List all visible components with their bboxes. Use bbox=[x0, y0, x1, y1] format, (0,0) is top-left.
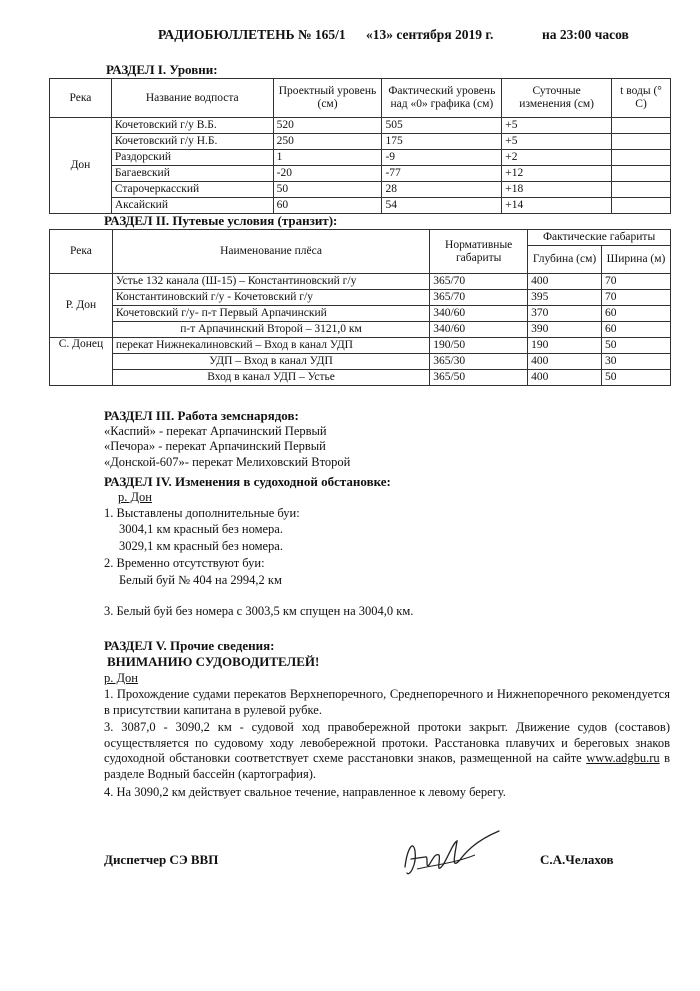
norm-cell: 365/30 bbox=[430, 354, 528, 370]
river-cell: Дон bbox=[50, 118, 112, 214]
section4-item2-line: Белый буй № 404 на 2994,2 км bbox=[119, 573, 282, 587]
reach-cell: Устье 132 канала (Ш-15) – Константиновский г/у bbox=[112, 274, 429, 290]
reach-cell: п-т Арпачинский Второй – 3121,0 км bbox=[112, 322, 429, 338]
table-row bbox=[50, 322, 671, 338]
dispatcher-name: С.А.Челахов bbox=[540, 852, 614, 867]
post-cell: Раздорский bbox=[111, 150, 273, 166]
temp-cell bbox=[612, 182, 671, 198]
table-row bbox=[50, 306, 671, 322]
section4-item2: 2. Временно отсутствуют буи: bbox=[104, 556, 265, 570]
table-row bbox=[50, 198, 671, 214]
signature bbox=[395, 825, 505, 885]
width-cell: 70 bbox=[602, 274, 671, 290]
reach-cell: Кочетовский г/у- п-т Первый Арпачинский bbox=[112, 306, 429, 322]
dredger-line: «Донской-607»- перекат Мелиховский Второй bbox=[104, 454, 351, 469]
change-cell: +12 bbox=[502, 166, 612, 182]
bulletin-time: на 23:00 часов bbox=[542, 27, 629, 42]
table-row bbox=[50, 150, 671, 166]
post-cell: Кочетовский г/у В.Б. bbox=[111, 118, 273, 134]
table-row bbox=[50, 338, 671, 354]
section5-river: р. Дон bbox=[104, 671, 138, 685]
norm-cell: 340/60 bbox=[430, 306, 528, 322]
section4-river: р. Дон bbox=[118, 490, 152, 504]
reach-cell: Вход в канал УДП – Устье bbox=[112, 370, 429, 386]
dredger-line: «Каспий» - перекат Арпачинский Первый bbox=[104, 423, 327, 438]
col-reach: Наименование плёса bbox=[112, 230, 429, 274]
width-cell: 50 bbox=[602, 370, 671, 386]
design-cell: 1 bbox=[273, 150, 382, 166]
section1-heading: РАЗДЕЛ I. Уровни: bbox=[106, 62, 218, 77]
section4-item1-line: 3004,1 км красный без номера. bbox=[119, 522, 283, 536]
actual-cell: -77 bbox=[382, 166, 502, 182]
river-cell: Р. Дон bbox=[50, 274, 113, 338]
table-row bbox=[50, 134, 671, 150]
col-actual-dimensions: Фактические габариты bbox=[528, 230, 671, 246]
section2-heading: РАЗДЕЛ II. Путевые условия (транзит): bbox=[104, 213, 338, 228]
depth-cell: 390 bbox=[528, 322, 602, 338]
bulletin-date: «13» сентября 2019 г. bbox=[366, 27, 494, 42]
change-cell: +5 bbox=[502, 134, 612, 150]
section5-heading: РАЗДЕЛ V. Прочие сведения: bbox=[104, 638, 275, 653]
section4-item3: 3. Белый буй без номера с 3003,5 км спущен на 3004,0 км. bbox=[104, 604, 414, 618]
section5-item3-text: 3. 3087,0 - 3090,2 км - судовой ход правобережной протоки закрыт. Движение судов (составов) осуществляется по судовому ходу левобережной протоки. Расстановка плавучих и береговых знаков судоходной обстановки соответствует схеме расстановки знаков, размещенной на сайте bbox=[104, 720, 670, 765]
depth-cell: 400 bbox=[528, 354, 602, 370]
change-cell: +14 bbox=[502, 198, 612, 214]
col-normative: Нормативные габариты bbox=[430, 230, 528, 274]
depth-cell: 370 bbox=[528, 306, 602, 322]
col-post: Название водпоста bbox=[111, 79, 273, 118]
depth-cell: 400 bbox=[528, 370, 602, 386]
design-cell: 60 bbox=[273, 198, 382, 214]
norm-cell: 365/70 bbox=[430, 274, 528, 290]
width-cell: 60 bbox=[602, 306, 671, 322]
change-cell: +5 bbox=[502, 118, 612, 134]
section5-item3 bbox=[104, 720, 670, 782]
temp-cell bbox=[612, 118, 671, 134]
table-row bbox=[50, 274, 671, 290]
temp-cell bbox=[612, 166, 671, 182]
bulletin-title: РАДИОБЮЛЛЕТЕНЬ № 165/1 bbox=[158, 27, 346, 42]
col-river: Река bbox=[50, 230, 113, 274]
section5-item3-tail: в разделе Водный бассейн (картография). bbox=[104, 751, 671, 781]
dispatcher-position: Диспетчер СЭ ВВП bbox=[104, 852, 219, 867]
river-cell: С. Донец bbox=[50, 338, 113, 386]
section5-item1: 1. Прохождение судами перекатов Верхнепоречного, Среднепоречного и Нижнепоречного рекомендуется в присутствии капитана в рулевой рубке. bbox=[104, 687, 670, 717]
design-cell: 520 bbox=[273, 118, 382, 134]
section4-item1: 1. Выставлены дополнительные буи: bbox=[104, 506, 300, 520]
width-cell: 70 bbox=[602, 290, 671, 306]
section3-heading: РАЗДЕЛ III. Работа земснарядов: bbox=[104, 408, 299, 423]
levels-table bbox=[49, 78, 671, 214]
col-actual-level: Фактический уровень над «0» графика (см) bbox=[382, 79, 502, 118]
norm-cell: 190/50 bbox=[430, 338, 528, 354]
norm-cell: 340/60 bbox=[430, 322, 528, 338]
table-row bbox=[50, 166, 671, 182]
norm-cell: 365/70 bbox=[430, 290, 528, 306]
section4-heading: РАЗДЕЛ IV. Изменения в судоходной обстановке: bbox=[104, 474, 391, 489]
col-daily-change: Суточные изменения (см) bbox=[502, 79, 612, 118]
design-cell: -20 bbox=[273, 166, 382, 182]
temp-cell bbox=[612, 198, 671, 214]
route-header-row bbox=[50, 230, 671, 246]
temp-cell bbox=[612, 134, 671, 150]
table-row bbox=[50, 370, 671, 386]
section3 bbox=[104, 408, 664, 470]
design-cell: 250 bbox=[273, 134, 382, 150]
width-cell: 60 bbox=[602, 322, 671, 338]
depth-cell: 190 bbox=[528, 338, 602, 354]
table-row bbox=[50, 118, 671, 134]
section5-item4: 4. На 3090,2 км действует свальное течение, направленное к левому берегу. bbox=[104, 785, 506, 799]
width-cell: 50 bbox=[602, 338, 671, 354]
levels-header-row bbox=[50, 79, 671, 118]
attention-heading: ВНИМАНИЮ СУДОВОДИТЕЛЕЙ! bbox=[107, 654, 320, 669]
col-river: Река bbox=[50, 79, 112, 118]
reach-cell: перекат Нижнекалиновский – Вход в канал УДП bbox=[112, 338, 429, 354]
post-cell: Багаевский bbox=[111, 166, 273, 182]
actual-cell: 28 bbox=[382, 182, 502, 198]
depth-cell: 395 bbox=[528, 290, 602, 306]
actual-cell: 175 bbox=[382, 134, 502, 150]
design-cell: 50 bbox=[273, 182, 382, 198]
website-link[interactable]: www.adgbu.ru bbox=[586, 751, 660, 765]
post-cell: Старочеркасский bbox=[111, 182, 273, 198]
dredger-line: «Печора» - перекат Арпачинский Первый bbox=[104, 439, 326, 453]
change-cell: +18 bbox=[502, 182, 612, 198]
reach-cell: УДП – Вход в канал УДП bbox=[112, 354, 429, 370]
table-row bbox=[50, 354, 671, 370]
col-design-level: Проектный уровень (см) bbox=[273, 79, 382, 118]
temp-cell bbox=[612, 150, 671, 166]
col-width: Ширина (м) bbox=[602, 246, 671, 274]
depth-cell: 400 bbox=[528, 274, 602, 290]
actual-cell: -9 bbox=[382, 150, 502, 166]
change-cell: +2 bbox=[502, 150, 612, 166]
actual-cell: 54 bbox=[382, 198, 502, 214]
table-row bbox=[50, 290, 671, 306]
post-cell: Кочетовский г/у Н.Б. bbox=[111, 134, 273, 150]
col-water-temp: t воды (° С) bbox=[612, 79, 671, 118]
reach-cell: Константиновский г/у - Кочетовский г/у bbox=[112, 290, 429, 306]
section4-item1-line: 3029,1 км красный без номера. bbox=[119, 539, 283, 553]
col-depth: Глубина (см) bbox=[528, 246, 602, 274]
table-row bbox=[50, 182, 671, 198]
route-table bbox=[49, 229, 671, 386]
norm-cell: 365/50 bbox=[430, 370, 528, 386]
post-cell: Аксайский bbox=[111, 198, 273, 214]
width-cell: 30 bbox=[602, 354, 671, 370]
actual-cell: 505 bbox=[382, 118, 502, 134]
